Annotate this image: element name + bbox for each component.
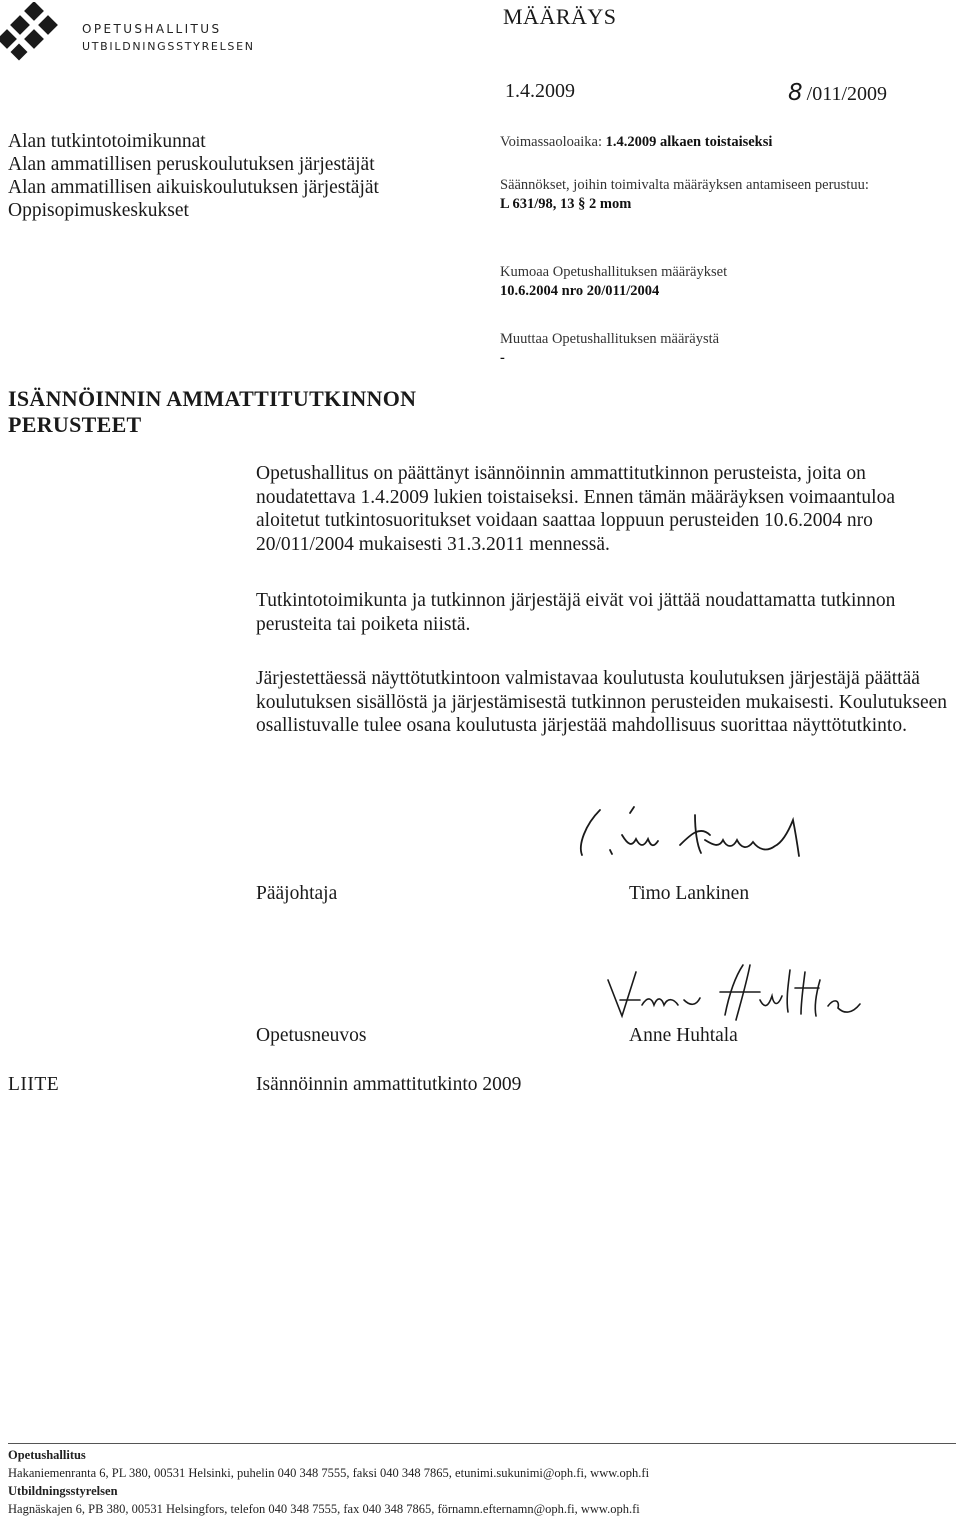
ref-handwritten-number: 8	[788, 80, 803, 106]
recipient: Alan tutkintotoimikunnat	[8, 131, 206, 152]
document-date: 1.4.2009	[505, 80, 575, 102]
document-title	[8, 386, 416, 438]
recipient: Oppisopimuskeskukset	[8, 200, 189, 221]
attachment-label: LIITE	[8, 1074, 60, 1095]
amends-label: Muuttaa Opetushallituksen määräystä	[500, 331, 720, 347]
attachment-title: Isännöinnin ammattitutkinto 2009	[256, 1074, 522, 1095]
ref-suffix: /011/2009	[806, 83, 888, 105]
recipients-list	[8, 130, 379, 222]
recipient: Alan ammatillisen aikuiskoulutuksen järjestäjät	[8, 177, 379, 198]
recipient: Alan ammatillisen peruskoulutuksen järjestäjät	[8, 154, 375, 175]
legal-authority	[500, 176, 920, 214]
amends-section	[500, 330, 719, 368]
opetushallitus-logo	[0, 2, 72, 62]
authority-value: L 631/98, 13 § 2 mom	[500, 196, 632, 212]
body-paragraph-3: Järjestettäessä näyttötutkintoon valmistavaa koulutusta koulutuksen järjestäjä päättää koulutuksen sisällöstä ja järjestämisestä tutkinnon perusteiden mukaisesti. Koulutukseen osallistuvalle tulee osana koulutusta järjestää mahdollisuus suorittaa näyttötutkinto.	[256, 668, 948, 736]
signatory-name-1: Timo Lankinen	[629, 883, 750, 904]
footer-divider	[8, 1443, 956, 1444]
document-type: MÄÄRÄYS	[503, 4, 617, 29]
amends-value: -	[500, 350, 505, 366]
signatory-name-2: Anne Huhtala	[629, 1025, 738, 1046]
signature-timo-lankinen	[560, 795, 860, 875]
title-line-2: PERUSTEET	[8, 412, 142, 437]
repeals-label: Kumoaa Opetushallituksen määräykset	[500, 264, 728, 280]
signatory-role-2: Opetusneuvos	[256, 1025, 367, 1046]
footer-org-sv: Utbildningsstyrelsen	[8, 1484, 118, 1498]
signatory-role-1: Pääjohtaja	[256, 883, 338, 904]
validity-period	[500, 133, 772, 152]
body-paragraph-1: Opetushallitus on päättänyt isännöinnin ammattitutkinnon perusteista, joita on noudatettava 1.4.2009 lukien toistaiseksi. Ennen tämän määräyksen voimaantuloa aloitetut tutkintosuoritukset voidaan saattaa loppuun perusteiden 10.6.2004 nro 20/011/2004 mukaisesti 31.3.2011 mennessä.	[256, 463, 895, 555]
body-paragraph-2: Tutkintotoimikunta ja tutkinnon järjestäjä eivät voi jättää noudattamatta tutkinnon perusteita tai poiketa niistä.	[256, 590, 896, 635]
signature-anne-huhtala	[600, 960, 930, 1030]
title-line-1: ISÄNNÖINNIN AMMATTITUTKINNON	[8, 386, 417, 411]
repeals-section	[500, 263, 727, 301]
reference-number	[788, 80, 887, 106]
org-name-fi: OPETUSHALLITUS	[82, 22, 222, 36]
org-name-sv: UTBILDNINGSSTYRELSEN	[82, 40, 255, 53]
footer-address-sv: Hagnäskajen 6, PB 380, 00531 Helsingfors, telefon 040 348 7555, fax 040 348 7865, förnamn.efternamn@oph.fi, www.oph.fi	[8, 1502, 640, 1516]
footer-org-fi: Opetushallitus	[8, 1448, 86, 1462]
authority-label: Säännökset, joihin toimivalta määräyksen antamiseen perustuu:	[500, 177, 869, 193]
footer-address-fi: Hakaniemenranta 6, PL 380, 00531 Helsinki, puhelin 040 348 7555, faksi 040 348 7865, etunimi.sukunimi@oph.fi, www.oph.fi	[8, 1466, 650, 1480]
repeals-value: 10.6.2004 nro 20/011/2004	[500, 283, 660, 299]
validity-value: 1.4.2009 alkaen toistaiseksi	[605, 134, 773, 150]
validity-label: Voimassaoloaika:	[500, 134, 603, 150]
